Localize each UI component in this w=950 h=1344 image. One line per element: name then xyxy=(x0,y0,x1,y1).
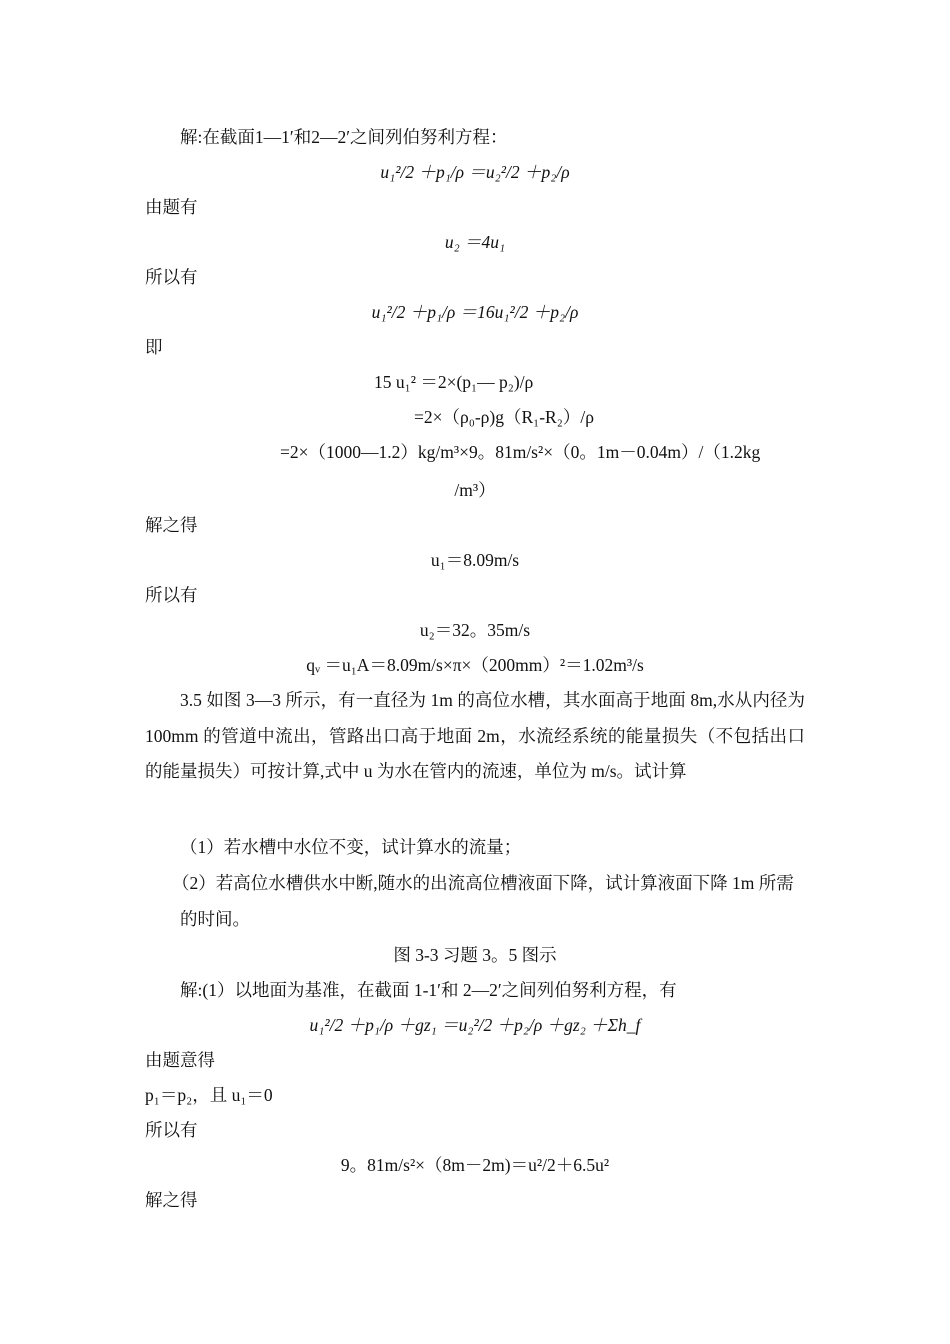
solution-intro: 解:在截面1—1′和2—2′之间列伯努利方程： xyxy=(180,127,508,147)
text-therefore-3: 所以有 xyxy=(145,1120,198,1140)
text-namely: 即 xyxy=(145,337,163,357)
derivation-step-2: =2×（ρ₀-ρ)g（R₁-R₂）/ρ xyxy=(414,407,594,427)
derivation-step-3: =2×（1000—1.2）kg/m³×9。81m/s²×（0。1m－0.04m）/（1.2kg xyxy=(280,442,761,462)
result-u1: u₁＝8.09m/s xyxy=(430,550,520,570)
text-solve-2: 解之得 xyxy=(145,1190,198,1210)
energy-equation: 9。81m/s²×（8m－2m)＝u²/2＋6.5u² xyxy=(340,1155,610,1175)
problem-3-5-statement: 3.5 如图 3—3 所示，有一直径为 1m 的高位水槽，其水面高于地面 8m,水从内径为 100mm 的管道中流出，管路出口高于地面 2m，水流经系统的能量损失（不包括出口的能量损失）可按计算,式中 u 为水在管内的流速，单位为 m/s。试计算 xyxy=(145,690,805,781)
substituted-equation: u₁²/2 ＋p₁/ρ ＝16u₁²/2 ＋p₂/ρ xyxy=(371,302,579,322)
figure-caption: 图 3-3 习题 3。5 图示 xyxy=(393,945,557,965)
result-u2: u₂＝32。35m/s xyxy=(419,620,531,640)
text-therefore-2: 所以有 xyxy=(145,585,198,605)
question-2: （2）若高位水槽供水中断,随水的出流高位槽液面下降，试计算液面下降 1m 所需的时间。 xyxy=(172,873,794,929)
derivation-step-1: 15 u₁² ＝2×(p₁— p₂)/ρ xyxy=(374,372,534,392)
text-solve: 解之得 xyxy=(145,515,198,535)
bernoulli-equation: u₁²/2 ＋p₁/ρ ＝u₂²/2 ＋p₂/ρ xyxy=(380,162,570,182)
text-from-problem: 由题意得 xyxy=(145,1050,215,1070)
condition-pressure: p₁＝p₂，且 u₁＝0 xyxy=(145,1085,273,1105)
solution-1-intro: 解:(1）以地面为基准，在截面 1-1′和 2—2′之间列伯努利方程，有 xyxy=(180,980,677,1000)
bernoulli-with-loss: u₁²/2 ＋p₁/ρ ＋gz₁ ＝u₂²/2 ＋p₂/ρ ＋gz₂ ＋Σh_f xyxy=(309,1015,641,1035)
result-flow: qᵥ ＝u₁A＝8.09m/s×π×（200mm）²＝1.02m³/s xyxy=(306,655,644,675)
question-1: （1）若水槽中水位不变，试计算水的流量； xyxy=(180,837,522,857)
text-therefore: 所以有 xyxy=(145,267,198,287)
derivation-step-3-cont: /m³） xyxy=(454,480,496,500)
text-given: 由题有 xyxy=(145,197,198,217)
velocity-relation: u₂ ＝4u₁ xyxy=(444,232,506,252)
